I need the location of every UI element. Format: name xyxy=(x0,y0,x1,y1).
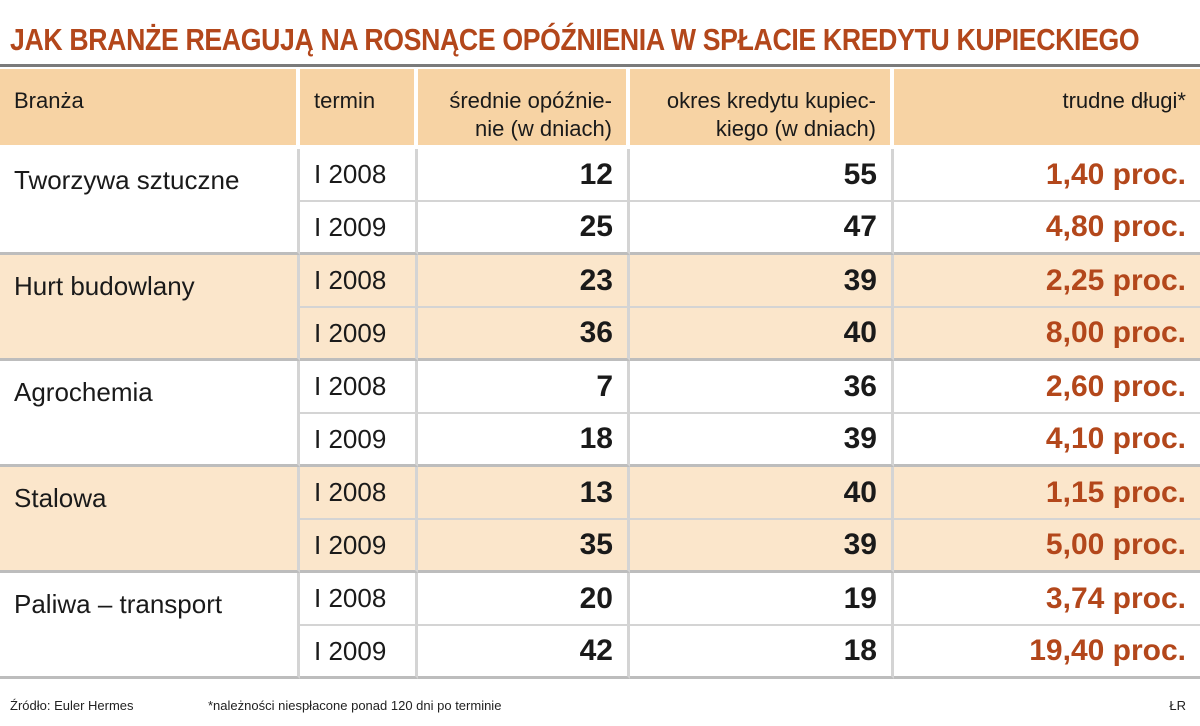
term-cell: I 2009 xyxy=(300,414,418,467)
table-row xyxy=(0,467,1200,520)
credit-period-cell: 18 xyxy=(630,626,894,679)
footnote: *należności niespłacone ponad 120 dni po terminie xyxy=(208,698,502,713)
avg-delay-cell: 36 xyxy=(418,308,630,361)
header-label-line: termin xyxy=(314,88,376,113)
header-label-line: nie (w dniach) xyxy=(475,116,612,141)
avg-delay-cell: 23 xyxy=(418,255,630,308)
header-row xyxy=(0,69,1200,149)
term-cell: I 2009 xyxy=(300,202,418,255)
credit-period-cell: 55 xyxy=(630,149,894,202)
avg-delay-cell: 12 xyxy=(418,149,630,202)
credit-period-cell: 36 xyxy=(630,361,894,414)
avg-delay-cell: 7 xyxy=(418,361,630,414)
bad-debt-cell: 8,00 proc. xyxy=(894,308,1200,361)
header-label-line: kiego (w dniach) xyxy=(715,116,876,141)
table-row xyxy=(0,361,1200,414)
avg-delay-cell: 35 xyxy=(418,520,630,573)
bad-debt-cell: 2,60 proc. xyxy=(894,361,1200,414)
header-label-line: Branża xyxy=(14,88,84,113)
data-table xyxy=(0,69,1200,679)
branch-cell: Hurt budowlany xyxy=(0,255,300,361)
bad-debt-cell: 4,80 proc. xyxy=(894,202,1200,255)
credit-period-cell: 40 xyxy=(630,308,894,361)
bad-debt-cell: 5,00 proc. xyxy=(894,520,1200,573)
bad-debt-cell: 2,25 proc. xyxy=(894,255,1200,308)
avg-delay-cell: 18 xyxy=(418,414,630,467)
term-cell: I 2008 xyxy=(300,573,418,626)
term-cell: I 2008 xyxy=(300,467,418,520)
avg-delay-cell: 20 xyxy=(418,573,630,626)
branch-cell: Stalowa xyxy=(0,467,300,573)
bad-debt-cell: 1,40 proc. xyxy=(894,149,1200,202)
title-rule xyxy=(0,64,1200,67)
credit-period-cell: 39 xyxy=(630,255,894,308)
bad-debt-cell: 3,74 proc. xyxy=(894,573,1200,626)
term-cell: I 2008 xyxy=(300,149,418,202)
header-bad-debt xyxy=(894,69,1200,149)
bad-debt-cell: 4,10 proc. xyxy=(894,414,1200,467)
header-avg-delay xyxy=(418,69,630,149)
header-credit-period xyxy=(630,69,894,149)
credit-period-cell: 19 xyxy=(630,573,894,626)
term-cell: I 2009 xyxy=(300,308,418,361)
header-label-line: trudne długi* xyxy=(1062,88,1186,113)
term-cell: I 2009 xyxy=(300,626,418,679)
table-row xyxy=(0,255,1200,308)
term-cell: I 2008 xyxy=(300,255,418,308)
table-row xyxy=(0,573,1200,626)
table-body xyxy=(0,149,1200,679)
term-cell: I 2009 xyxy=(300,520,418,573)
bad-debt-cell: 1,15 proc. xyxy=(894,467,1200,520)
avg-delay-cell: 25 xyxy=(418,202,630,255)
term-cell: I 2008 xyxy=(300,361,418,414)
avg-delay-cell: 13 xyxy=(418,467,630,520)
branch-cell: Agrochemia xyxy=(0,361,300,467)
branch-cell: Paliwa – transport xyxy=(0,573,300,679)
chart-title: JAK BRANŻE REAGUJĄ NA ROSNĄCE OPÓŹNIENIA W SPŁACIE KREDYTU KUPIECKIEGO xyxy=(10,22,1140,57)
header-branch xyxy=(0,69,300,149)
bad-debt-cell: 19,40 proc. xyxy=(894,626,1200,679)
credit-period-cell: 40 xyxy=(630,467,894,520)
table-row xyxy=(0,149,1200,202)
avg-delay-cell: 42 xyxy=(418,626,630,679)
credit-period-cell: 39 xyxy=(630,414,894,467)
branch-cell: Tworzywa sztuczne xyxy=(0,149,300,255)
author-initials: ŁR xyxy=(1169,698,1186,713)
credit-period-cell: 39 xyxy=(630,520,894,573)
source-note: Źródło: Euler Hermes xyxy=(10,698,134,713)
header-label-line: okres kredytu kupiec- xyxy=(666,88,876,113)
credit-period-cell: 47 xyxy=(630,202,894,255)
header-label-line: średnie opóźnie- xyxy=(449,88,612,113)
header-term xyxy=(300,69,418,149)
